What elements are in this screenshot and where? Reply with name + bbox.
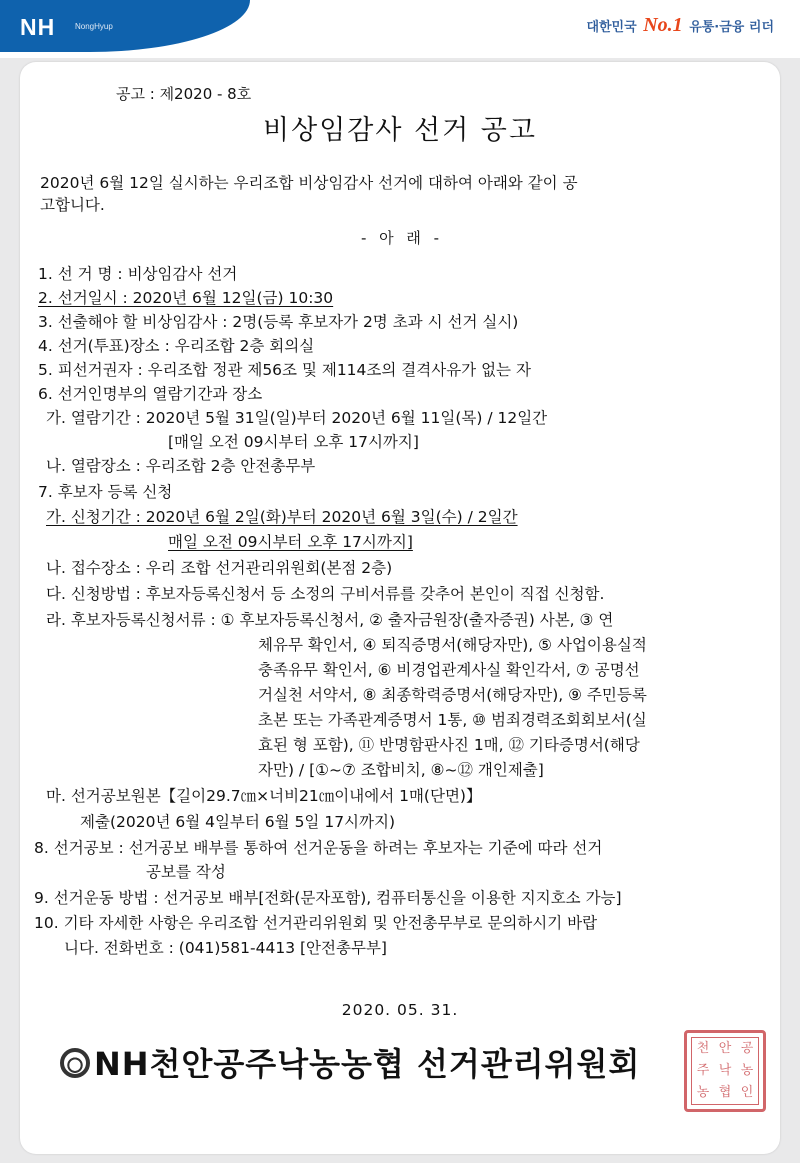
item-1: 1. 선 거 명 : 비상임감사 선거 — [38, 265, 238, 283]
item-7-b: 나. 접수장소 : 우리 조합 선거관리위원회(본점 2층) — [46, 559, 393, 577]
intro-paragraph — [40, 172, 578, 216]
intro-line: 고합니다. — [40, 196, 105, 214]
intro-line: 2020년 6월 12일 실시하는 우리조합 비상임감사 선거에 대하여 아래와 같이 공 — [40, 174, 578, 192]
item-6-a: 가. 열람기간 : 2020년 5월 31일(일)부터 2020년 6월 11일(목) / 12일간 — [46, 409, 548, 427]
notice-sheet — [20, 62, 780, 1154]
seal-glyph: 협 — [718, 1085, 732, 1100]
seal-glyph: 농 — [740, 1063, 754, 1078]
organization-signature — [60, 1044, 640, 1084]
item-7-d-line: 충족유무 확인서, ⑥ 비경업관계사실 확인각서, ⑦ 공명선 — [258, 661, 640, 679]
seal-glyph: 천 — [696, 1041, 710, 1056]
official-seal-stamp — [684, 1030, 766, 1112]
nh-logo: NH — [20, 14, 56, 40]
organization-name: NH천안공주낙농농협 선거관리위원회 — [94, 1045, 641, 1083]
item-2: 2. 선거일시 : 2020년 6월 12일(금) 10:30 — [38, 289, 334, 307]
item-3: 3. 선출해야 할 비상임감사 : 2명(등록 후보자가 2명 초과 시 선거 실시) — [38, 313, 519, 331]
item-8: 8. 선거공보 : 선거공보 배부를 통하여 선거운동을 하려는 후보자는 기준에 따라 선거 — [34, 839, 603, 857]
item-7-d-line: 거실천 서약서, ⑧ 최종학력증명서(해당자만), ⑨ 주민등록 — [258, 686, 647, 704]
item-6-a-hours: [매일 오전 09시부터 오후 17시까지] — [168, 433, 419, 451]
item-7-d: 라. 후보자등록신청서류 : ① 후보자등록신청서, ② 출자금원장(출자증권) 사본, ③ 연 — [46, 611, 614, 629]
item-7-d-line: 자만) / [①~⑦ 조합비치, ⑧~⑫ 개인제출] — [258, 761, 544, 779]
item-7-d-line: 초본 또는 가족관계증명서 1통, ⑩ 범죄경력조회회보서(실 — [258, 711, 647, 729]
seal-glyph: 주 — [696, 1063, 710, 1078]
document-title: 비상임감사 선거 공고 — [263, 115, 537, 146]
item-8-cont: 공보를 작성 — [146, 863, 226, 881]
seal-glyph: 인 — [740, 1085, 754, 1100]
item-7-a-hours: 매일 오전 09시부터 오후 17시까지] — [168, 533, 413, 551]
item-6: 6. 선거인명부의 열람기간과 장소 — [38, 385, 263, 403]
item-6-b: 나. 열람장소 : 우리조합 2층 안전총무부 — [46, 457, 316, 475]
item-7-e: 마. 선거공보원본【길이29.7㎝×너비21㎝이내에서 1매(단면)】 — [46, 787, 482, 805]
seal-glyph: 낙 — [718, 1063, 732, 1078]
item-7-d-line: 체유무 확인서, ④ 퇴직증명서(해당자만), ⑤ 사업이용실적 — [258, 636, 647, 654]
slogan-prefix: 대한민국 — [586, 20, 637, 35]
item-7-a: 가. 신청기간 : 2020년 6월 2일(화)부터 2020년 6월 3일(수) / 2일간 — [46, 508, 518, 526]
item-7-e-cont: 제출(2020년 6월 4일부터 6월 5일 17시까지) — [80, 813, 396, 831]
seal-glyph: 공 — [740, 1041, 754, 1056]
item-4: 4. 선거(투표)장소 : 우리조합 2층 회의실 — [38, 337, 315, 355]
seal-glyph: 안 — [718, 1041, 732, 1056]
seal-grid — [691, 1037, 759, 1105]
item-5: 5. 피선거권자 : 우리조합 정관 제56조 및 제114조의 결격사유가 없는 자 — [38, 361, 531, 379]
nh-emblem-icon — [60, 1048, 90, 1078]
item-7-c: 다. 신청방법 : 후보자등록신청서 등 소정의 구비서류를 갖추어 본인이 직접 신청함. — [46, 585, 605, 603]
slogan — [586, 14, 774, 37]
slogan-suffix: 유통·금융 리더 — [689, 20, 774, 35]
item-7: 7. 후보자 등록 신청 — [38, 483, 173, 501]
slogan-no1: No.1 — [643, 14, 683, 36]
header-bar — [0, 0, 800, 58]
item-7-d-line: 효된 형 포함), ⑪ 반명함판사진 1매, ⑫ 기타증명서(해당 — [258, 736, 640, 754]
seal-glyph: 농 — [696, 1085, 710, 1100]
notice-number: 공고 : 제2020 - 8호 — [116, 85, 252, 103]
item-10-cont: 니다. 전화번호 : (041)581-4413 [안전총무부] — [64, 939, 387, 957]
item-10: 10. 기타 자세한 사항은 우리조합 선거관리위원회 및 안전총무부로 문의하시기 바랍 — [34, 914, 598, 932]
item-9: 9. 선거운동 방법 : 선거공보 배부[전화(문자포함), 컴퓨터통신을 이용한 지지호소 가능] — [34, 889, 622, 907]
section-heading: - 아 래 - — [360, 229, 440, 247]
notice-date: 2020. 05. 31. — [341, 1001, 459, 1019]
nh-logo-subtext: NongHyup — [75, 22, 113, 31]
nh-logo-badge — [0, 0, 250, 52]
